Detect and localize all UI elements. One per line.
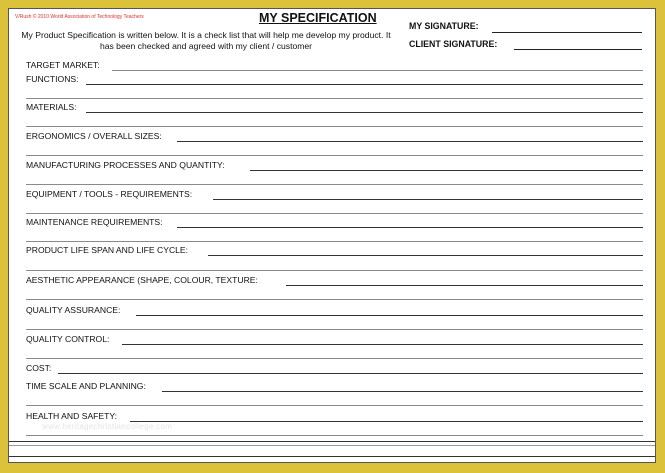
field-label-materials: MATERIALS:	[26, 102, 77, 112]
field-input-maintenance[interactable]	[177, 227, 643, 228]
field-label-target-market: TARGET MARKET:	[26, 60, 100, 70]
field-label-cost: COST:	[26, 363, 52, 373]
field-input-health-safety-line2[interactable]	[26, 435, 643, 436]
field-label-manufacturing: MANUFACTURING PROCESSES AND QUANTITY:	[26, 160, 225, 170]
field-label-quality-assurance: QUALITY ASSURANCE:	[26, 305, 121, 315]
field-label-quality-control: QUALITY CONTROL:	[26, 334, 110, 344]
client-signature-label: CLIENT SIGNATURE:	[409, 39, 498, 49]
bottom-divider-1	[9, 441, 655, 442]
field-input-ergonomics-line2[interactable]	[26, 155, 643, 156]
client-signature-field[interactable]	[514, 49, 642, 50]
field-label-time-scale: TIME SCALE AND PLANNING:	[26, 381, 146, 391]
watermark: www.heritagechristiancollege.com	[42, 422, 173, 431]
field-input-manufacturing-line2[interactable]	[26, 184, 643, 185]
bottom-divider-2	[9, 445, 655, 446]
field-input-aesthetic-line2[interactable]	[26, 299, 643, 300]
field-input-ergonomics[interactable]	[177, 141, 643, 142]
field-label-equipment: EQUIPMENT / TOOLS - REQUIREMENTS:	[26, 189, 193, 199]
field-input-target-market[interactable]	[112, 70, 643, 71]
field-input-time-scale-line2[interactable]	[26, 405, 643, 406]
field-label-life-span: PRODUCT LIFE SPAN AND LIFE CYCLE:	[26, 245, 189, 255]
my-signature-label: MY SIGNATURE:	[409, 21, 479, 31]
field-input-aesthetic[interactable]	[286, 285, 643, 286]
field-label-health-safety: HEALTH AND SAFETY:	[26, 411, 118, 421]
field-label-aesthetic: AESTHETIC APPEARANCE (SHAPE, COLOUR, TEXTURE:	[26, 275, 258, 285]
field-input-time-scale[interactable]	[162, 391, 643, 392]
intro-text: My Product Specification is written below. It is a check list that will help me develop my product. It has been checked and agreed with my client / customer	[21, 30, 391, 51]
field-label-functions: FUNCTIONS:	[26, 74, 79, 84]
field-input-functions-line2[interactable]	[26, 98, 643, 99]
specification-sheet	[8, 8, 656, 463]
field-input-life-span-line2[interactable]	[26, 270, 643, 271]
field-input-cost[interactable]	[58, 373, 643, 374]
field-input-health-safety[interactable]	[130, 421, 643, 422]
field-input-equipment-line2[interactable]	[26, 213, 643, 214]
field-input-quality-control-line2[interactable]	[26, 358, 643, 359]
field-label-maintenance: MAINTENANCE REQUIREMENTS:	[26, 217, 163, 227]
my-signature-field[interactable]	[492, 32, 642, 33]
field-input-materials[interactable]	[86, 112, 643, 113]
field-label-ergonomics: ERGONOMICS / OVERALL SIZES:	[26, 131, 162, 141]
bottom-divider-3	[9, 456, 655, 457]
field-input-quality-assurance-line2[interactable]	[26, 329, 643, 330]
copyright-notice: V/Rush © 2010 World Association of Technology Teachers	[15, 14, 144, 20]
field-input-maintenance-line2[interactable]	[26, 241, 643, 242]
field-input-life-span[interactable]	[208, 255, 643, 256]
field-input-quality-assurance[interactable]	[136, 315, 643, 316]
field-input-functions[interactable]	[86, 84, 643, 85]
field-input-materials-line2[interactable]	[26, 126, 643, 127]
page-title: MY SPECIFICATION	[259, 11, 377, 25]
field-input-equipment[interactable]	[213, 199, 643, 200]
field-input-quality-control[interactable]	[122, 344, 643, 345]
field-input-manufacturing[interactable]	[250, 170, 643, 171]
